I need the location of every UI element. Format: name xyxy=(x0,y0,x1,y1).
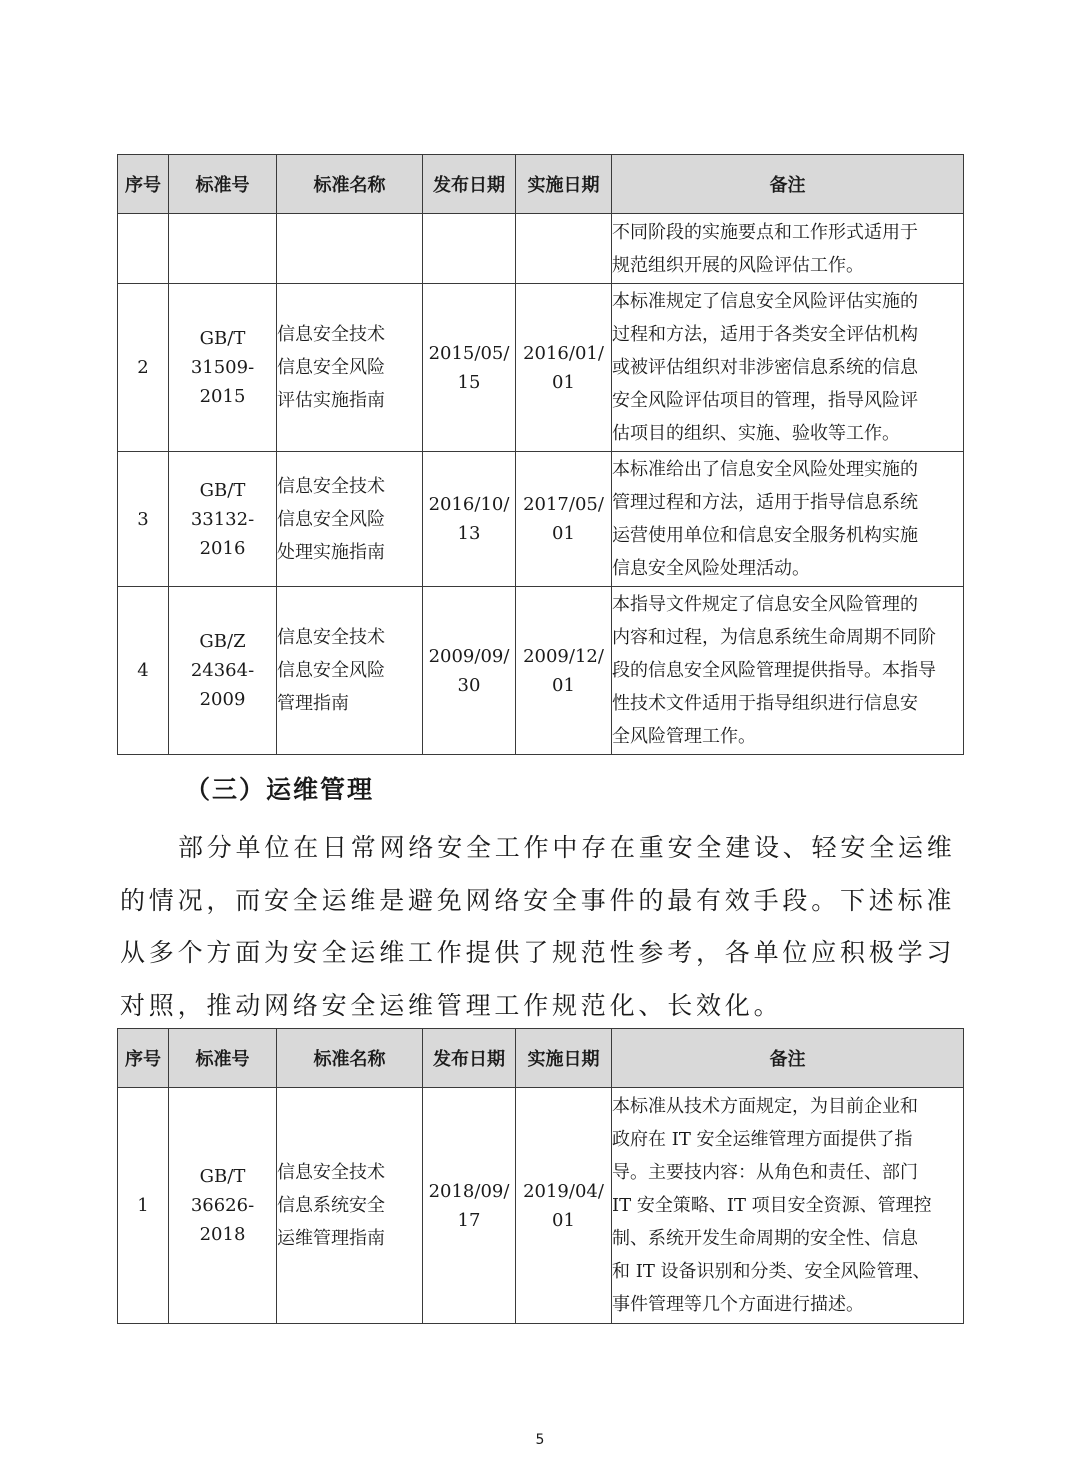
row-code: GB/T 36626-2018 xyxy=(169,1088,277,1324)
row-code: GB/T 33132-2016 xyxy=(169,452,277,587)
table-row xyxy=(118,284,964,452)
header-code: 标准号 xyxy=(169,155,277,214)
header-name: 标准名称 xyxy=(277,1029,423,1088)
row-note: 本标准从技术方面规定，为目前企业和 政府在 IT 安全运维管理方面提供了指 导。主要技内容：从角色和责任、部门 IT 安全策略、IT 项目安全资源、管理控 制、系统开发生命周期的安全性、信息 和 IT 设备识别和分类、安全风险管理、 事件管理等几个方面进行描述。 xyxy=(612,1088,964,1324)
row-published: 2015/05/ 15 xyxy=(423,284,516,452)
page-number: 5 xyxy=(535,1432,545,1448)
header-effective: 实施日期 xyxy=(516,1029,612,1088)
row-published: 2018/09/ 17 xyxy=(423,1088,516,1324)
row-no: 4 xyxy=(118,587,169,755)
row-no: 2 xyxy=(118,284,169,452)
table-row xyxy=(118,452,964,587)
row-name: 信息安全技术 信息安全风险 评估实施指南 xyxy=(277,284,423,452)
row-effective: 2016/01/ 01 xyxy=(516,284,612,452)
row-published: 2009/09/ 30 xyxy=(423,587,516,755)
row-published: 2016/10/ 13 xyxy=(423,452,516,587)
standards-table-operations xyxy=(117,1028,964,1324)
table-header-row xyxy=(118,1029,964,1088)
row-no: 1 xyxy=(118,1088,169,1324)
table-row xyxy=(118,587,964,755)
note-cell: 不同阶段的实施要点和工作形式适用于 规范组织开展的风险评估工作。 xyxy=(612,214,964,284)
header-name: 标准名称 xyxy=(277,155,423,214)
row-effective: 2017/05/ 01 xyxy=(516,452,612,587)
row-effective: 2019/04/ 01 xyxy=(516,1088,612,1324)
header-note: 备注 xyxy=(612,1029,964,1088)
table-row-continuation xyxy=(118,214,964,284)
row-no: 3 xyxy=(118,452,169,587)
header-note: 备注 xyxy=(612,155,964,214)
header-published: 发布日期 xyxy=(423,155,516,214)
row-code: GB/Z 24364-2009 xyxy=(169,587,277,755)
header-published: 发布日期 xyxy=(423,1029,516,1088)
table-header-row xyxy=(118,155,964,214)
table-row xyxy=(118,1088,964,1324)
row-name: 信息安全技术 信息安全风险 管理指南 xyxy=(277,587,423,755)
section-heading: （三）运维管理 xyxy=(185,775,375,804)
row-code: GB/T 31509-2015 xyxy=(169,284,277,452)
row-note: 本指导文件规定了信息安全风险管理的 内容和过程，为信息系统生命周期不同阶 段的信息安全风险管理提供指导。本指导 性技术文件适用于指导组织进行信息安 全风险管理工作。 xyxy=(612,587,964,755)
row-note: 本标准规定了信息安全风险评估实施的 过程和方法，适用于各类安全评估机构 或被评估组织对非涉密信息系统的信息 安全风险评估项目的管理，指导风险评 估项目的组织、实施、验收等工作。 xyxy=(612,284,964,452)
row-note: 本标准给出了信息安全风险处理实施的 管理过程和方法，适用于指导信息系统 运营使用单位和信息安全服务机构实施 信息安全风险处理活动。 xyxy=(612,452,964,587)
standards-table-risk xyxy=(117,154,964,755)
row-name: 信息安全技术 信息安全风险 处理实施指南 xyxy=(277,452,423,587)
header-no: 序号 xyxy=(118,1029,169,1088)
row-effective: 2009/12/ 01 xyxy=(516,587,612,755)
body-paragraph: 部分单位在日常网络安全工作中存在重安全建设、轻安全运维的情况，而安全运维是避免网络安全事件的最有效手段。下述标准从多个方面为安全运维工作提供了规范性参考，各单位应积极学习对照，推动网络安全运维管理工作规范化、长效化。 xyxy=(120,833,956,1020)
header-no: 序号 xyxy=(118,155,169,214)
row-name: 信息安全技术 信息系统安全 运维管理指南 xyxy=(277,1088,423,1324)
header-code: 标准号 xyxy=(169,1029,277,1088)
header-effective: 实施日期 xyxy=(516,155,612,214)
